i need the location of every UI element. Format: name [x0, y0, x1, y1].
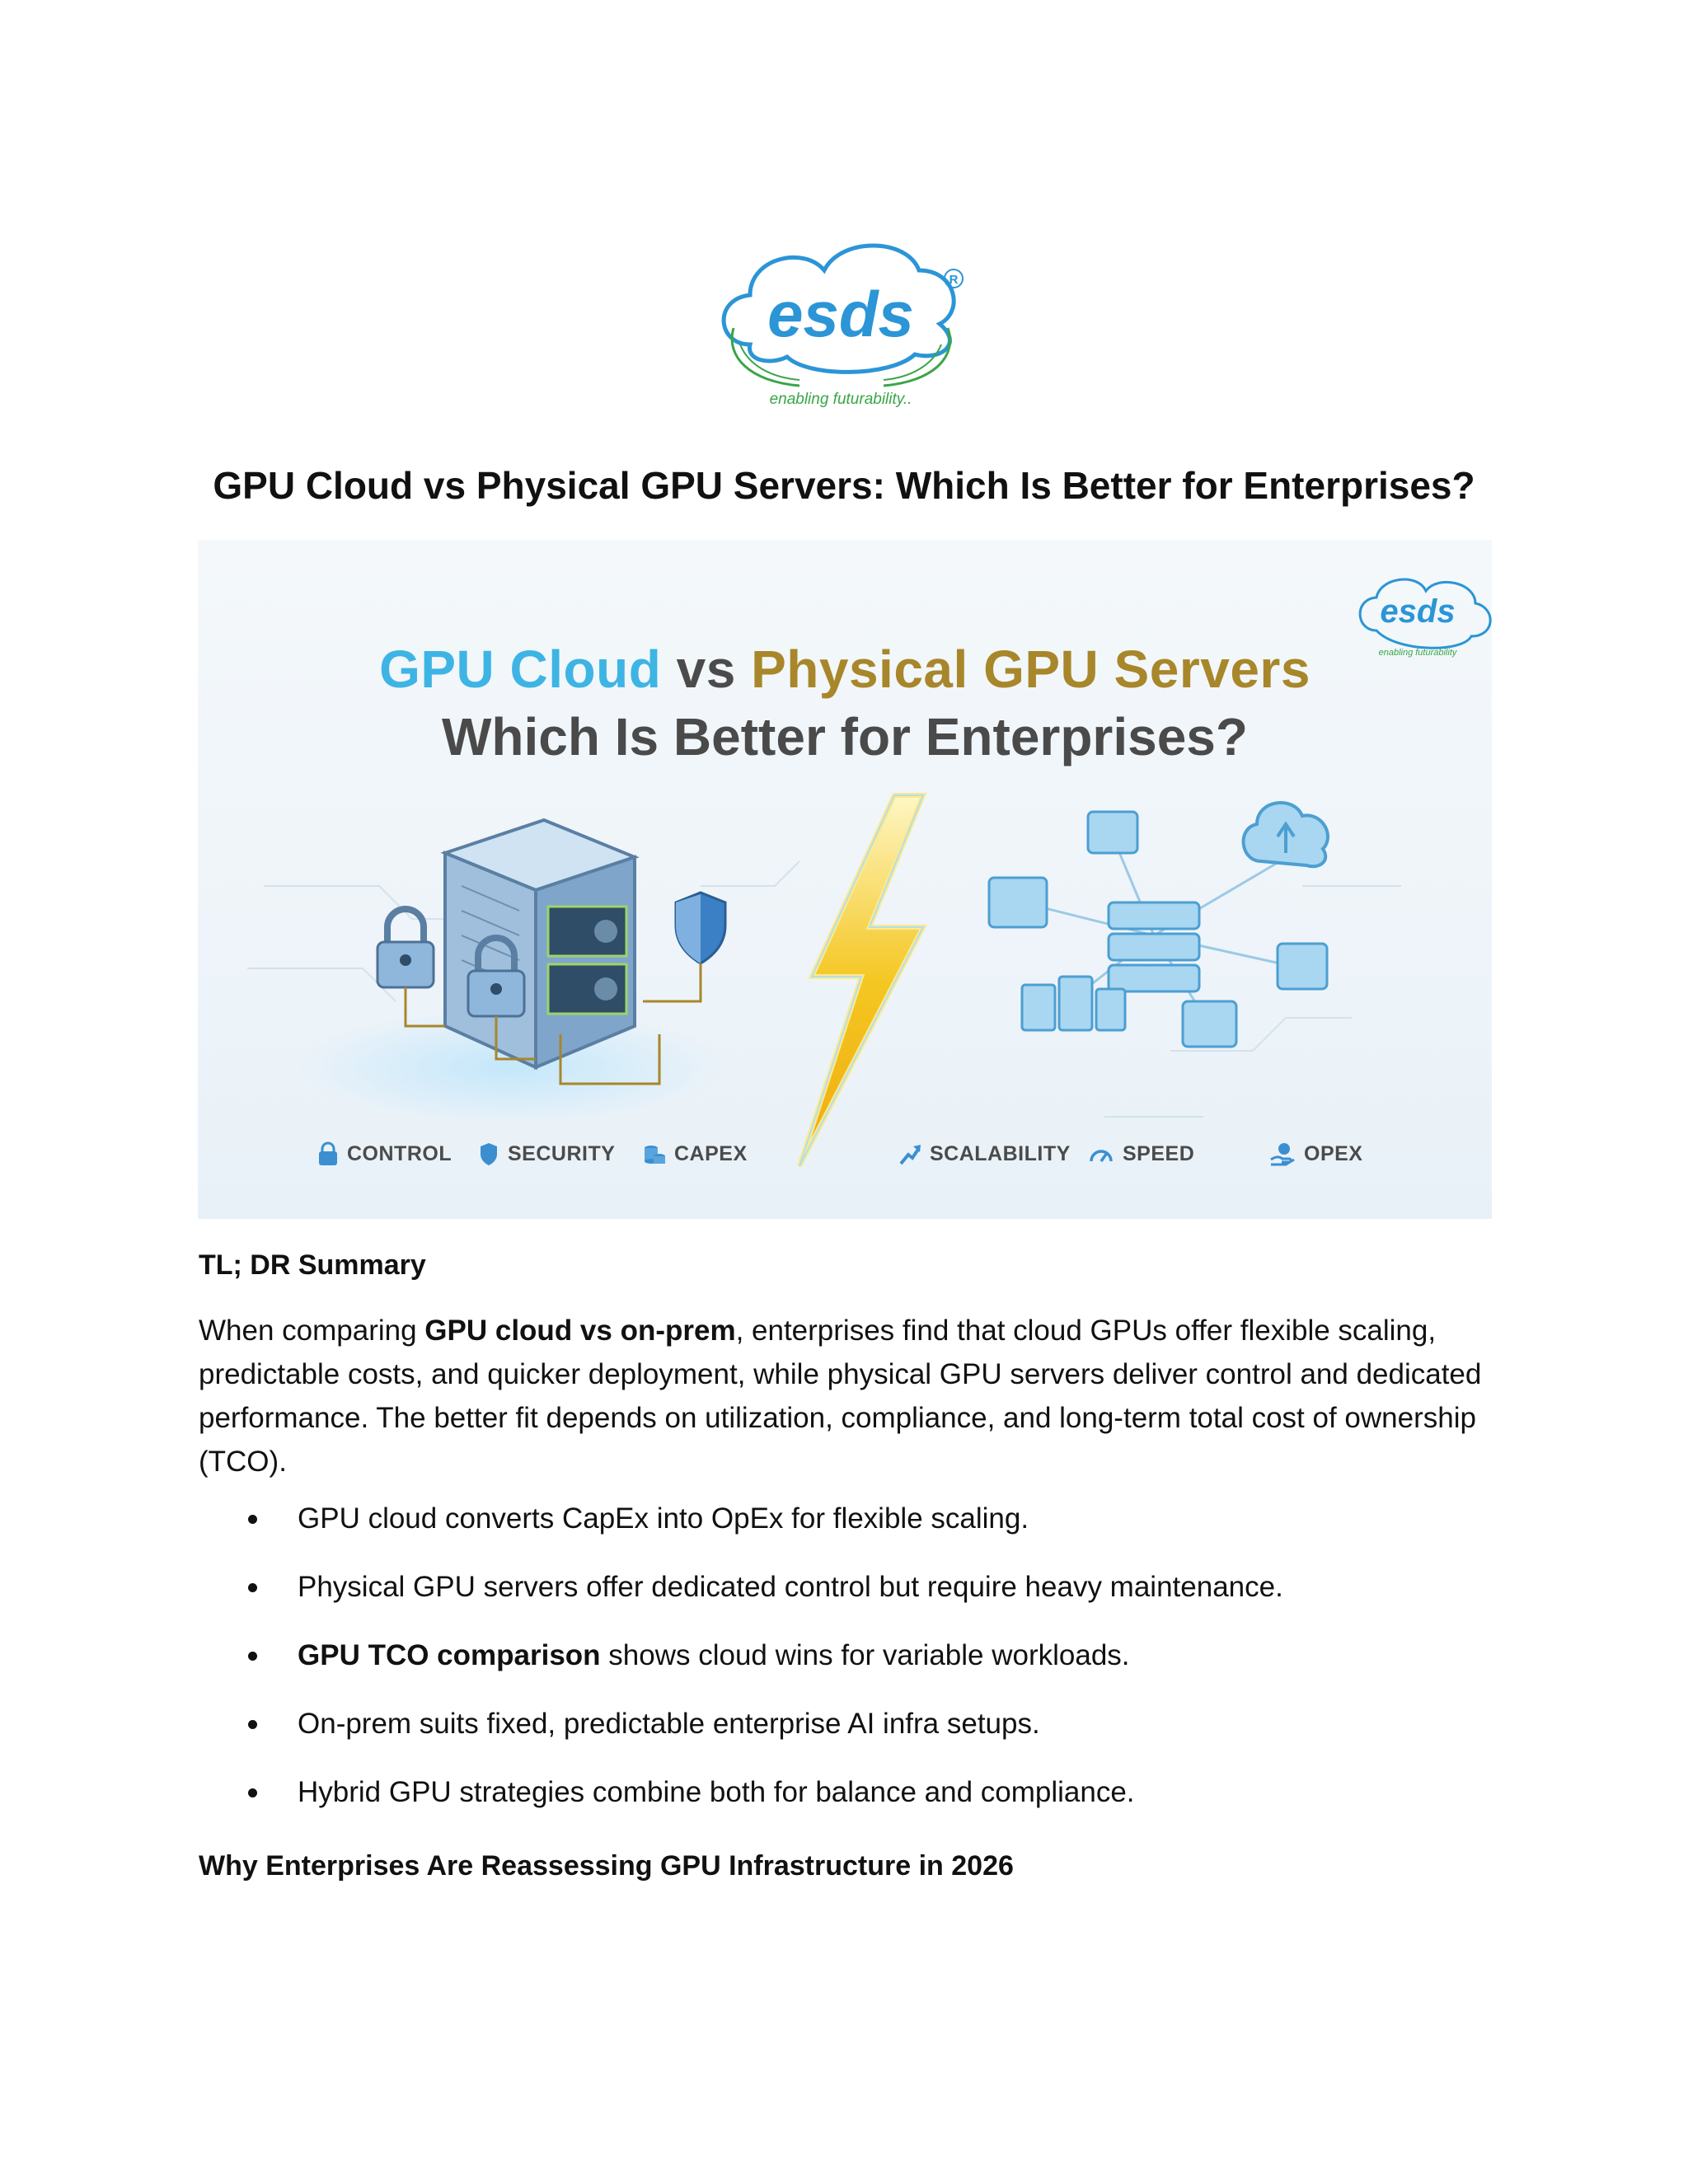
bullet-icon — [248, 1515, 257, 1524]
feature-scalability: SCALABILITY — [898, 1141, 1071, 1166]
hero-title-vs: vs — [676, 640, 736, 699]
bullet-icon — [248, 1720, 257, 1729]
shield-graphic — [676, 893, 725, 963]
trend-arrow-icon — [898, 1141, 921, 1166]
speedometer-icon — [1088, 1141, 1114, 1166]
bullet-icon — [248, 1788, 257, 1797]
list-item: Hybrid GPU strategies combine both for balance and compliance. — [199, 1774, 1283, 1842]
bullet-icon — [248, 1583, 257, 1592]
list-item: On-prem suits fixed, predictable enterprise AI infra setups. — [199, 1705, 1283, 1774]
lightning-bolt-graphic — [799, 795, 923, 1166]
server-rack-graphic — [445, 820, 635, 1067]
svg-text:esds: esds — [1380, 593, 1456, 630]
list-item: GPU TCO comparison shows cloud wins for variable workloads. — [199, 1637, 1283, 1705]
feature-security: SECURITY — [478, 1141, 615, 1166]
summary-keyword: GPU cloud vs on-prem — [424, 1315, 736, 1347]
cloud-network-graphic — [989, 803, 1328, 1047]
page-title: GPU Cloud vs Physical GPU Servers: Which Is Better for Enterprises? — [213, 464, 1475, 507]
svg-text:enabling futurability..: enabling futurability.. — [769, 391, 912, 408]
summary-paragraph: When comparing GPU cloud vs on-prem, enterprises find that cloud GPUs offer flexible scaling, predictable costs, and quicker deployment, while physical GPU servers deliver control and dedicated performance. The better fit depends on utilization, compliance, and long-term total cost of ownership (TCO). — [199, 1315, 1482, 1478]
feature-speed: SPEED — [1088, 1141, 1194, 1166]
hero-banner-image — [198, 540, 1492, 1219]
svg-text:esds: esds — [767, 278, 914, 350]
hero-title — [198, 639, 1492, 700]
feature-opex: OPEX — [1269, 1141, 1362, 1166]
cloud-logo-graphic — [701, 221, 981, 419]
svg-text:R: R — [949, 273, 959, 287]
summary-bullets — [199, 1500, 1283, 1842]
hero-subtitle: Which Is Better for Enterprises? — [442, 707, 1248, 766]
feature-capex: CAPEX — [643, 1141, 748, 1166]
coins-icon — [643, 1141, 666, 1166]
summary-heading: TL; DR Summary — [199, 1249, 426, 1281]
lock-icon — [317, 1141, 339, 1166]
feature-control: CONTROL — [317, 1141, 452, 1166]
shield-icon — [478, 1141, 499, 1166]
section-heading: Why Enterprises Are Reassessing GPU Infrastructure in 2026 — [199, 1850, 1014, 1882]
list-item: GPU cloud converts CapEx into OpEx for flexible scaling. — [199, 1500, 1283, 1568]
hero-title-cloud: GPU Cloud — [379, 640, 662, 699]
hero-title-servers: Physical GPU Servers — [751, 640, 1311, 699]
hand-coin-icon — [1269, 1141, 1296, 1166]
bullet-icon — [248, 1652, 257, 1661]
esds-logo — [701, 221, 981, 419]
list-item: Physical GPU servers offer dedicated control but require heavy maintenance. — [199, 1568, 1283, 1637]
svg-text:enabling futurability: enabling futurability — [1378, 648, 1457, 658]
